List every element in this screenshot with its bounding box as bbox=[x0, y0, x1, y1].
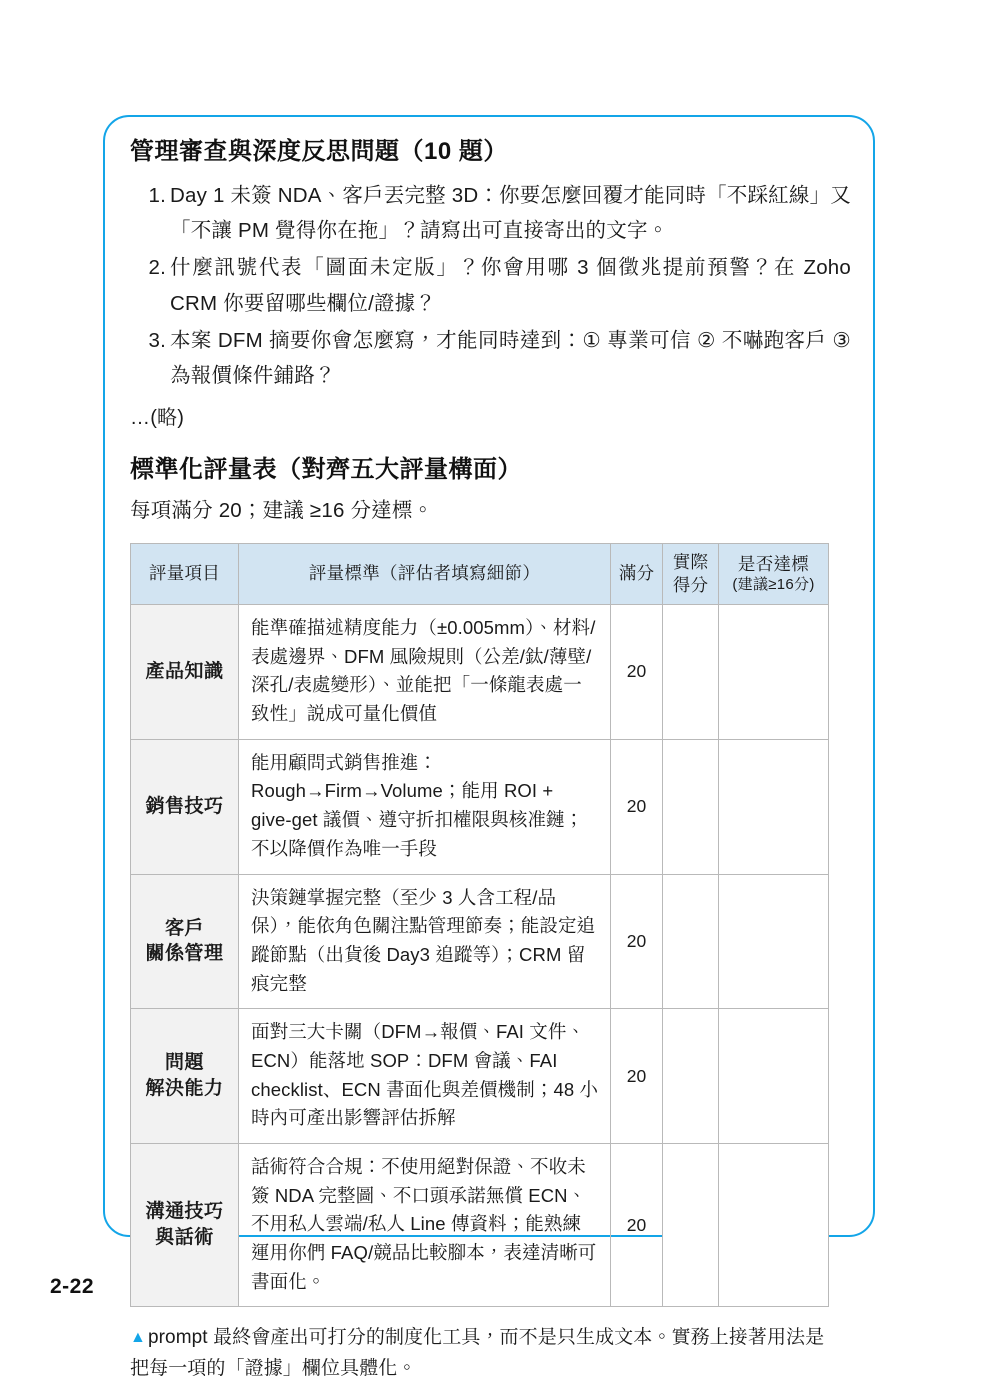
cell-item-line2: 關係管理 bbox=[145, 943, 224, 965]
table-row bbox=[131, 1009, 829, 1144]
column-header-actual-score-line2: 得分 bbox=[672, 575, 709, 596]
rubric-table bbox=[130, 543, 829, 1307]
column-header-actual-score-line1: 實際 bbox=[672, 551, 709, 572]
cell-item-line1: 溝通技巧 bbox=[145, 1201, 224, 1223]
cell-item bbox=[131, 1143, 239, 1306]
rubric-subnote: 每項滿分 20；建議 ≥16 分達標。 bbox=[130, 499, 434, 523]
cell-actual-score[interactable] bbox=[663, 739, 719, 874]
cell-full-score: 20 bbox=[611, 1143, 663, 1306]
cell-pass[interactable] bbox=[719, 1143, 829, 1306]
table-row bbox=[131, 1143, 829, 1306]
cell-criteria: 能用顧問式銷售推進：Rough→Firm→Volume；能用 ROI + give-get 議價、遵守折扣權限與核准鏈；不以降價作為唯一手段 bbox=[239, 739, 611, 874]
cell-pass[interactable] bbox=[719, 605, 829, 740]
cell-full-score: 20 bbox=[611, 1009, 663, 1144]
column-header-actual-score bbox=[663, 543, 719, 604]
table-row bbox=[131, 605, 829, 740]
review-question-list bbox=[130, 178, 851, 394]
table-row bbox=[131, 874, 829, 1009]
cell-item: 銷售技巧 bbox=[131, 739, 239, 874]
column-header-pass bbox=[719, 543, 829, 604]
rubric-table-head bbox=[131, 543, 829, 604]
cell-criteria: 面對三大卡關（DFM→報價、FAI 文件、ECN）能落地 SOP：DFM 會議、FAI checklist、ECN 書面化與差價機制；48 小時內可產出影響評估拆解 bbox=[239, 1009, 611, 1144]
cell-pass[interactable] bbox=[719, 1009, 829, 1144]
cell-full-score: 20 bbox=[611, 739, 663, 874]
section-heading-review-questions: 管理審查與深度反思問題（10 題） bbox=[130, 138, 508, 165]
list-item: Day 1 未簽 NDA、客戶丟完整 3D：你要怎麼回覆才能同時「不踩紅線」又「不讓 PM 覺得你在拖」？請寫出可直接寄出的文字。 bbox=[170, 183, 851, 243]
column-header-criteria: 評量標準（評估者填寫細節） bbox=[239, 543, 611, 604]
cell-item-line2: 解決能力 bbox=[145, 1078, 224, 1100]
list-item: 什麼訊號代表「圖面未定版」？你會用哪 3 個徵兆提前預警？在 Zoho CRM 你要留哪些欄位/證據？ bbox=[170, 256, 851, 315]
column-header-pass-sub: (建議≥16分) bbox=[732, 576, 815, 594]
page-number: 2-22 bbox=[50, 1275, 95, 1298]
cell-pass[interactable] bbox=[719, 874, 829, 1009]
footer-note-text: prompt 最終會產出可打分的制度化工具，而不是只生成文本。實務上接著用法是把每一項的「證據」欄位具體化。 bbox=[130, 1327, 825, 1379]
column-header-pass-main: 是否達標 bbox=[737, 554, 810, 575]
triangle-up-icon: ▲ bbox=[130, 1329, 146, 1347]
cell-item bbox=[131, 1009, 239, 1144]
rubric-table-body bbox=[131, 605, 829, 1307]
table-header-row bbox=[131, 543, 829, 604]
table-row bbox=[131, 739, 829, 874]
cell-criteria: 話術符合合規：不使用絕對保證、不收未簽 NDA 完整圖、不口頭承諾無償 ECN、不用私人雲端/私人 Line 傳資料；能熟練運用你們 FAQ/競品比較腳本，表達清晰可書面化。 bbox=[239, 1143, 611, 1306]
cell-criteria: 決策鏈掌握完整（至少 3 人含工程/品保），能依角色關注點管理節奏；能設定追蹤節點（出貨後 Day3 追蹤等）；CRM 留痕完整 bbox=[239, 874, 611, 1009]
cell-actual-score[interactable] bbox=[663, 874, 719, 1009]
cell-criteria: 能準確描述精度能力（±0.005mm）、材料/表處邊界、DFM 風險規則（公差/鈦/薄壁/深孔/表處變形）、並能把「一條龍表處一致性」説成可量化價值 bbox=[239, 605, 611, 740]
cell-item-line1: 問題 bbox=[164, 1052, 204, 1074]
callout-content bbox=[130, 135, 851, 1379]
cell-item bbox=[131, 874, 239, 1009]
cell-full-score: 20 bbox=[611, 874, 663, 1009]
cell-item: 產品知識 bbox=[131, 605, 239, 740]
list-item: 本案 DFM 摘要你會怎麼寫，才能同時達到：① 專業可信 ② 不嚇跑客戶 ③ 為報價條件鋪路？ bbox=[170, 328, 851, 388]
ellipsis-note: …(略) bbox=[130, 407, 185, 430]
cell-actual-score[interactable] bbox=[663, 1009, 719, 1144]
cell-full-score: 20 bbox=[611, 605, 663, 740]
cell-item-line1: 客戶 bbox=[164, 917, 204, 939]
section-heading-rubric-table: 標準化評量表（對齊五大評量構面） bbox=[130, 456, 522, 484]
footer-note bbox=[130, 1323, 836, 1385]
callout-box bbox=[103, 115, 875, 1379]
cell-actual-score[interactable] bbox=[663, 605, 719, 740]
cell-actual-score[interactable] bbox=[663, 1143, 719, 1306]
column-header-item: 評量項目 bbox=[131, 543, 239, 604]
column-header-full-score: 滿分 bbox=[611, 543, 663, 604]
cell-pass[interactable] bbox=[719, 739, 829, 874]
cell-item-line2: 與話術 bbox=[155, 1227, 214, 1249]
